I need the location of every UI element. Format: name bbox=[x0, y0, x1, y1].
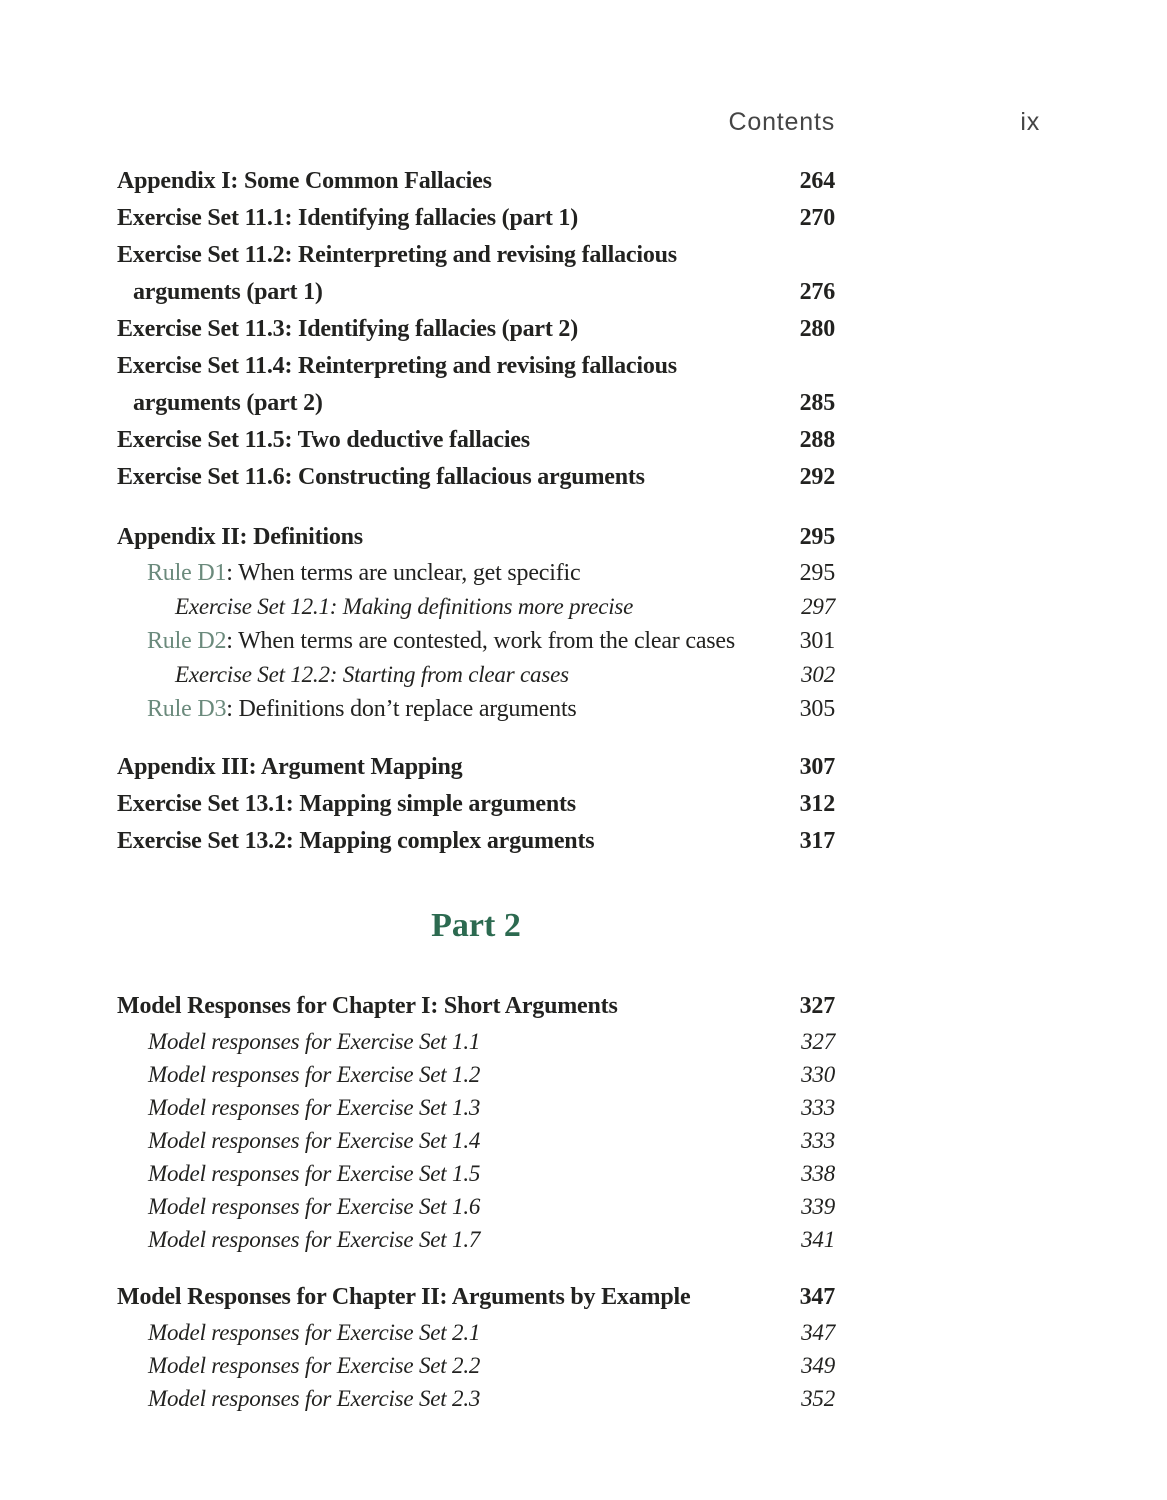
entry-title: Model responses for Exercise Set 1.3 bbox=[148, 1095, 481, 1120]
entry-title: Model responses for Exercise Set 2.2 bbox=[148, 1353, 481, 1378]
toc-entry bbox=[117, 459, 835, 496]
running-header bbox=[0, 108, 1167, 142]
entry-page-number: 327 bbox=[799, 993, 835, 1019]
entry-page-number: 347 bbox=[799, 1284, 835, 1310]
entry-page-number: 305 bbox=[799, 696, 835, 722]
entry-title-line2: arguments (part 2) bbox=[133, 390, 323, 416]
toc-entry bbox=[117, 1223, 835, 1256]
entry-title: Model responses for Exercise Set 1.1 bbox=[148, 1029, 481, 1054]
entry-title: Exercise Set 11.4: Reinterpreting and revising fallacious arguments (part 2) bbox=[117, 348, 773, 422]
toc-entry bbox=[117, 311, 835, 348]
toc-entry bbox=[117, 519, 835, 556]
toc-entry bbox=[117, 658, 835, 692]
entry-title: Model responses for Exercise Set 1.7 bbox=[148, 1227, 481, 1252]
entry-page-number: 317 bbox=[799, 828, 835, 854]
toc-entry bbox=[117, 823, 835, 860]
entry-page-number: 285 bbox=[799, 390, 835, 416]
entry-title: Appendix III: Argument Mapping bbox=[117, 754, 463, 780]
toc-entry bbox=[117, 163, 835, 200]
toc-entry bbox=[117, 1058, 835, 1091]
entry-page-number: 339 bbox=[801, 1194, 835, 1219]
entry-page-number: 295 bbox=[799, 524, 835, 550]
entry-page-number: 338 bbox=[801, 1161, 835, 1186]
entry-page-number: 270 bbox=[799, 205, 835, 231]
rule-label: Rule D2 bbox=[147, 628, 227, 654]
entry-title: Exercise Set 13.2: Mapping complex arguments bbox=[117, 828, 595, 854]
entry-page-number: 341 bbox=[801, 1227, 835, 1252]
entry-page-number: 280 bbox=[799, 316, 835, 342]
toc bbox=[117, 163, 835, 1415]
toc-entry bbox=[117, 988, 835, 1025]
toc-entry bbox=[117, 556, 835, 590]
toc-entry bbox=[117, 1025, 835, 1058]
entry-page-number: 333 bbox=[801, 1095, 835, 1120]
entry-page-number: 352 bbox=[801, 1386, 835, 1411]
entry-page-number: 264 bbox=[799, 168, 835, 194]
entry-page-number: 292 bbox=[799, 464, 835, 490]
toc-entry bbox=[117, 624, 835, 658]
toc-section bbox=[117, 749, 835, 860]
running-header-title: Contents bbox=[728, 108, 835, 136]
entry-title: Model responses for Exercise Set 1.5 bbox=[148, 1161, 481, 1186]
entry-title: Model Responses for Chapter II: Arguments by Example bbox=[117, 1284, 691, 1310]
entry-title: Exercise Set 13.1: Mapping simple arguments bbox=[117, 791, 576, 817]
toc-section bbox=[117, 519, 835, 726]
toc-entry bbox=[117, 1124, 835, 1157]
toc-entry bbox=[117, 422, 835, 459]
entry-title: Appendix II: Definitions bbox=[117, 524, 363, 550]
toc-section bbox=[117, 988, 835, 1256]
rule-label: Rule D3 bbox=[147, 696, 227, 722]
toc-entry bbox=[117, 1279, 835, 1316]
entry-page-number: 295 bbox=[799, 560, 835, 586]
rule-label: Rule D1 bbox=[147, 560, 227, 586]
toc-entry bbox=[117, 1190, 835, 1223]
entry-title: Model responses for Exercise Set 2.3 bbox=[148, 1386, 481, 1411]
entry-title: Rule D1: When terms are unclear, get specific bbox=[147, 560, 581, 586]
entry-page-number: 288 bbox=[799, 427, 835, 453]
toc-entry bbox=[117, 1349, 835, 1382]
entry-page-number: 297 bbox=[801, 594, 835, 619]
toc-section bbox=[117, 163, 835, 496]
toc-entry bbox=[117, 348, 835, 422]
toc-entry bbox=[117, 1382, 835, 1415]
entry-title: Rule D2: When terms are contested, work from the clear cases bbox=[147, 628, 736, 654]
toc-entry bbox=[117, 786, 835, 823]
entry-page-number: 333 bbox=[801, 1128, 835, 1153]
entry-title: Exercise Set 12.2: Starting from clear cases bbox=[175, 662, 569, 687]
toc-entry bbox=[117, 200, 835, 237]
part-heading: Part 2 bbox=[431, 907, 521, 944]
entry-title: Exercise Set 12.1: Making definitions more precise bbox=[175, 594, 634, 619]
entry-page-number: 307 bbox=[799, 754, 835, 780]
toc-entry bbox=[117, 1091, 835, 1124]
entry-title: Appendix I: Some Common Fallacies bbox=[117, 168, 492, 194]
entry-page-number: 302 bbox=[801, 662, 835, 687]
entry-page-number: 276 bbox=[799, 279, 835, 305]
toc-entry bbox=[117, 237, 835, 311]
entry-page-number: 349 bbox=[801, 1353, 835, 1378]
entry-title: Model Responses for Chapter I: Short Arguments bbox=[117, 993, 618, 1019]
toc-entry bbox=[117, 749, 835, 786]
entry-title: Model responses for Exercise Set 1.6 bbox=[148, 1194, 481, 1219]
entry-page-number: 327 bbox=[801, 1029, 835, 1054]
entry-title: Exercise Set 11.3: Identifying fallacies (part 2) bbox=[117, 316, 579, 342]
entry-page-number: 312 bbox=[799, 791, 835, 817]
entry-title: Model responses for Exercise Set 2.1 bbox=[148, 1320, 481, 1345]
entry-title-line2: arguments (part 1) bbox=[133, 279, 323, 305]
entry-title: Exercise Set 11.2: Reinterpreting and revising fallacious arguments (part 1) bbox=[117, 237, 773, 311]
entry-title: Exercise Set 11.6: Constructing fallacious arguments bbox=[117, 464, 645, 490]
entry-page-number: 330 bbox=[801, 1062, 835, 1087]
entry-page-number: 347 bbox=[801, 1320, 835, 1345]
entry-page-number: 301 bbox=[799, 628, 835, 654]
toc-entry bbox=[117, 1316, 835, 1349]
toc-section bbox=[117, 1279, 835, 1415]
toc-entry bbox=[117, 692, 835, 726]
entry-title: Exercise Set 11.5: Two deductive fallacies bbox=[117, 427, 530, 453]
entry-title: Exercise Set 11.1: Identifying fallacies (part 1) bbox=[117, 205, 579, 231]
toc-entry bbox=[117, 590, 835, 624]
toc-entry bbox=[117, 1157, 835, 1190]
entry-title: Model responses for Exercise Set 1.2 bbox=[148, 1062, 481, 1087]
entry-title: Model responses for Exercise Set 1.4 bbox=[148, 1128, 481, 1153]
running-header-page-number: ix bbox=[1020, 108, 1040, 136]
entry-title: Rule D3: Definitions don’t replace arguments bbox=[147, 696, 577, 722]
